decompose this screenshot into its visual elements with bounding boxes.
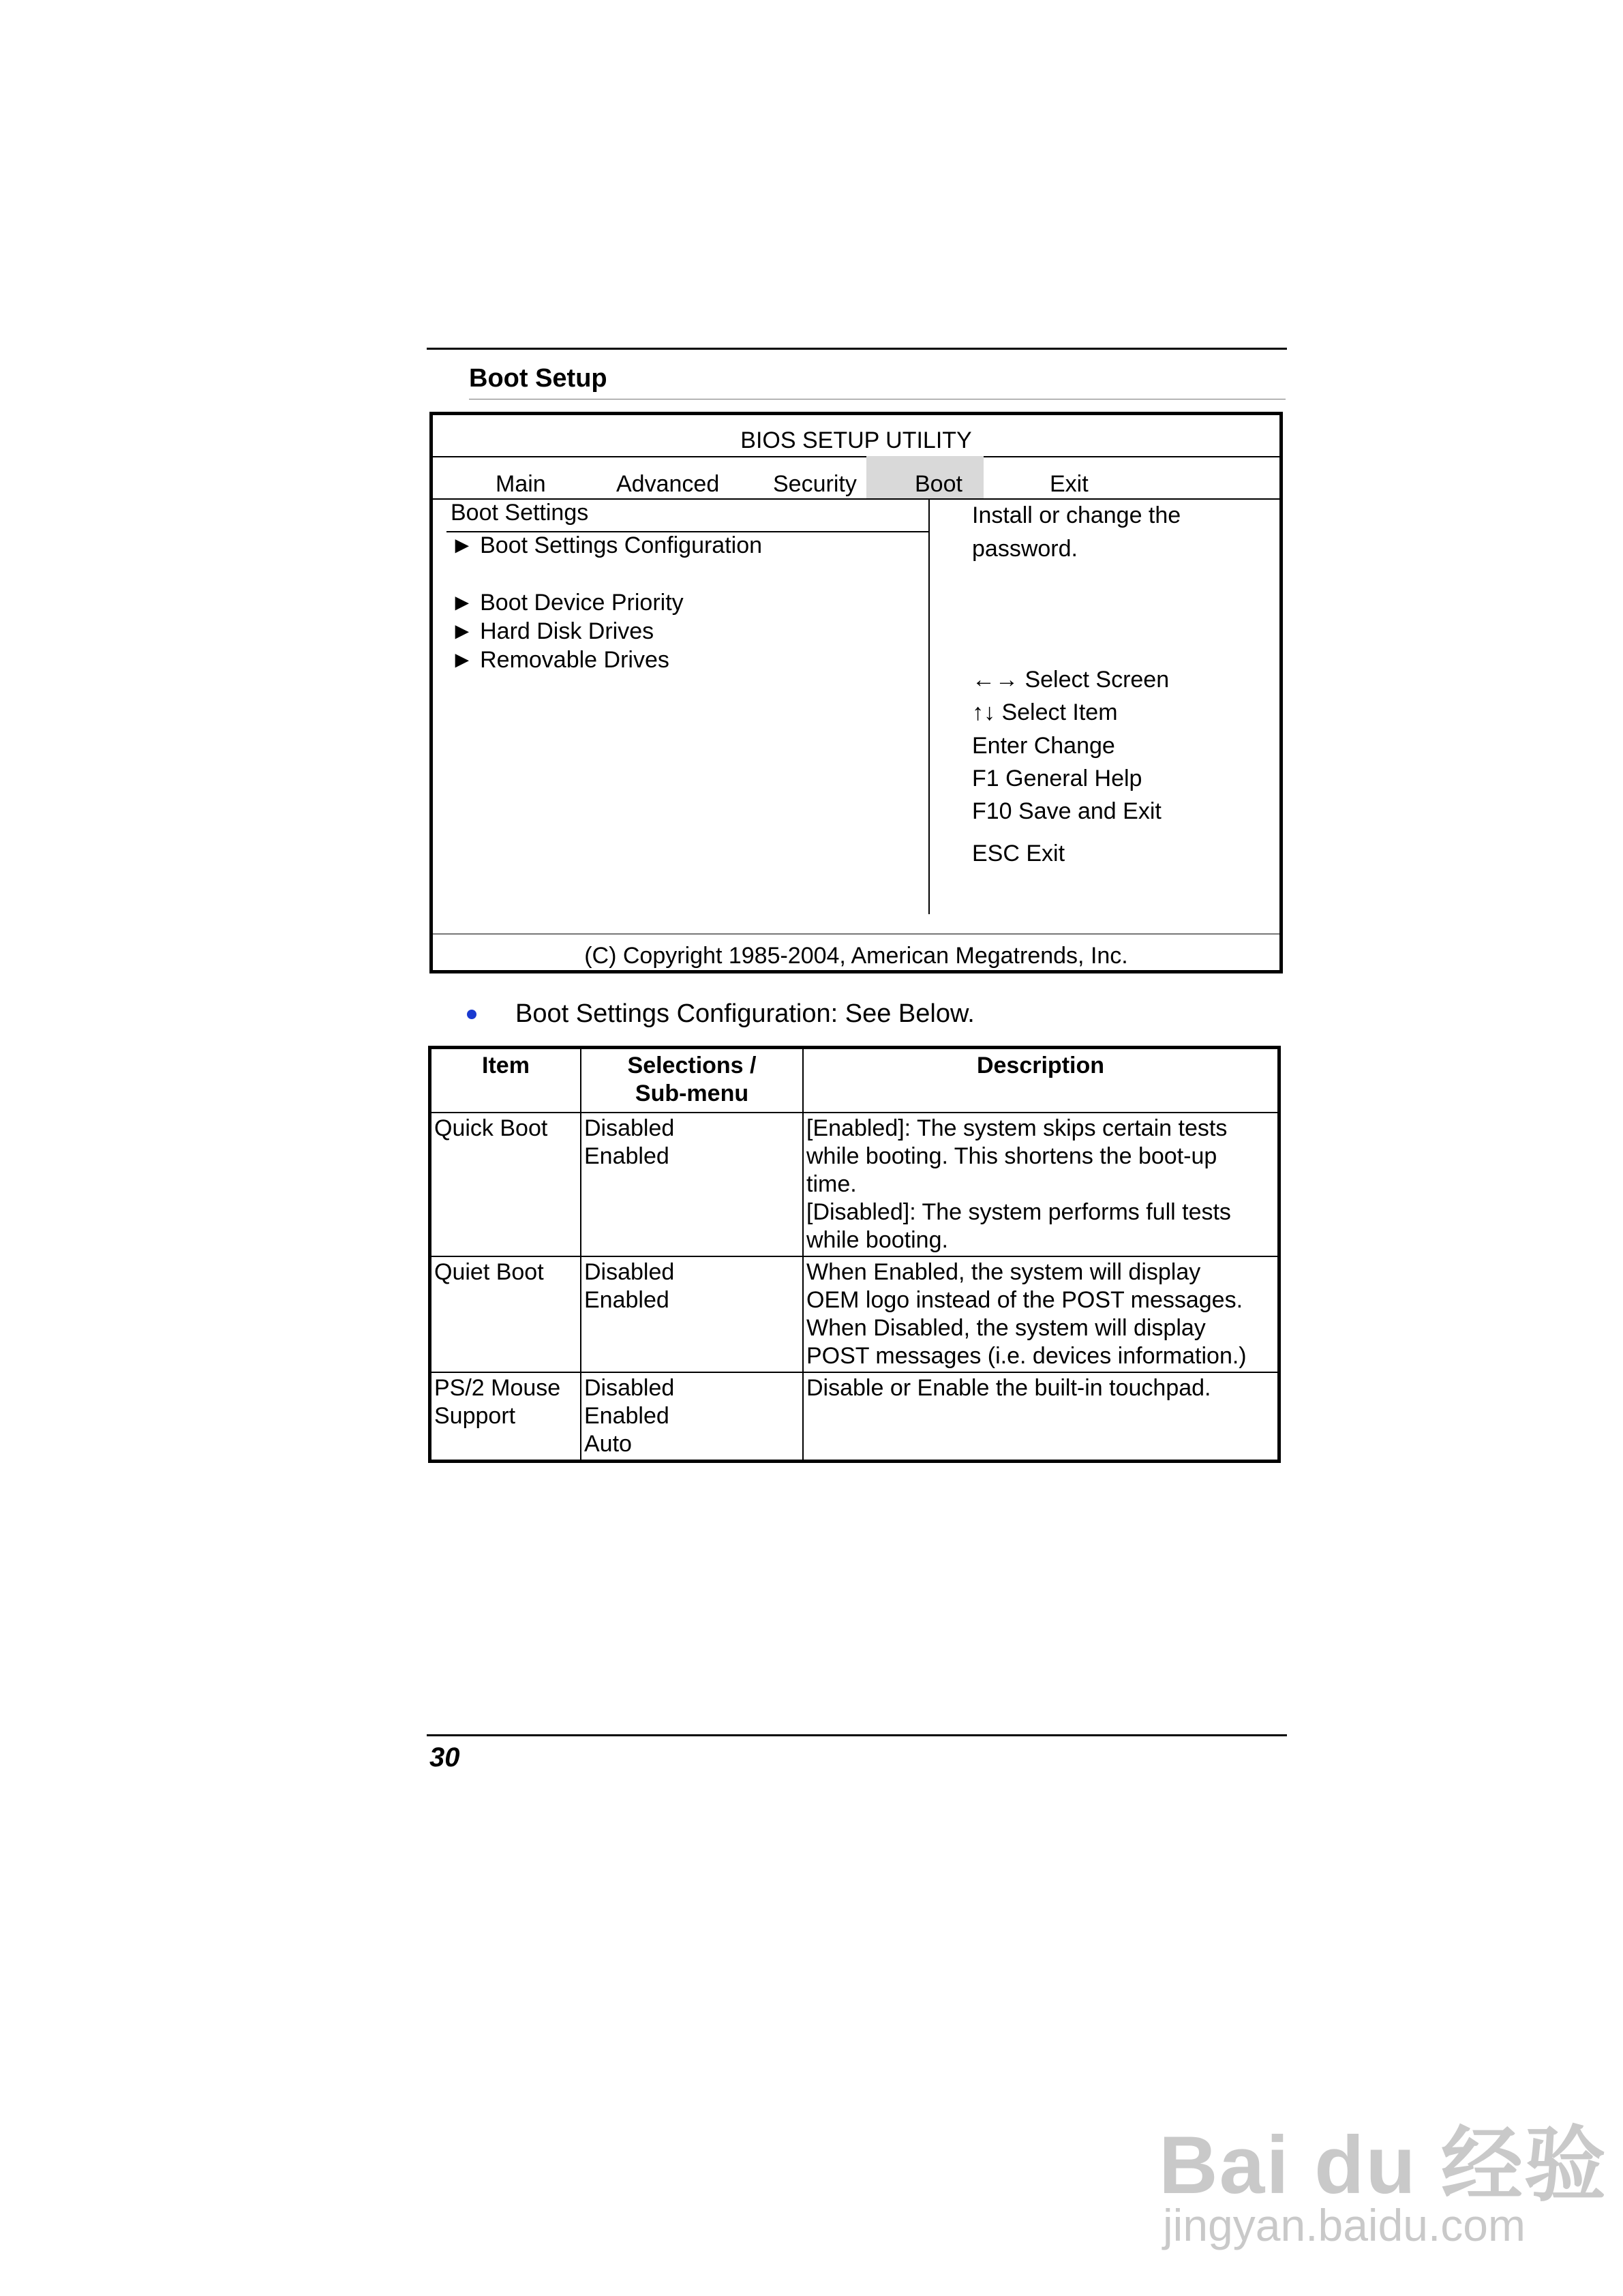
submenu-arrow-icon: ► [451,590,474,616]
header-item: Item [430,1048,581,1113]
key-hint-esc-exit: ESC Exit [972,841,1065,866]
cell-line: Quiet Boot [434,1259,544,1285]
menu-item-label: Hard Disk Drives [480,618,654,644]
cell-line: while booting. This shortens the boot-up [806,1143,1217,1169]
cell-line: POST messages (i.e. devices information.) [806,1343,1247,1369]
bios-title-divider [433,456,1279,457]
menu-item-label: Boot Device Priority [480,590,684,616]
table-row [430,1113,1279,1256]
header-selections-line-1: Selections / [627,1053,757,1078]
cell-description [803,1372,1279,1462]
cell-line: Enabled [584,1143,669,1169]
tab-security[interactable]: Security [773,471,857,497]
key-hint-select-screen: ←→ Select Screen [972,667,1170,693]
cell-line: Auto [584,1431,632,1457]
bios-screen [429,412,1283,973]
key-hint-select-item: ↑↓ Select Item [972,699,1118,725]
key-hint-save-exit: F10 Save and Exit [972,798,1162,824]
key-hint-enter-change: Enter Change [972,733,1115,759]
bios-footer-divider [433,933,1279,935]
tab-advanced[interactable]: Advanced [616,471,720,497]
tab-main[interactable]: Main [496,471,546,497]
cell-line: Disable or Enable the built-in touchpad. [806,1375,1211,1401]
cell-line: Disabled [584,1115,675,1141]
menu-item-label: Removable Drives [480,647,669,673]
header-rule [427,348,1287,350]
tab-exit[interactable]: Exit [1050,471,1089,497]
cell-line: When Disabled, the system will display [806,1315,1206,1341]
bullet-icon [467,1010,476,1019]
table-row [430,1256,1279,1372]
baidu-watermark-logo: Bai du 经验 [1159,2119,1608,2211]
cell-item [430,1113,581,1256]
cell-line: while booting. [806,1227,948,1253]
section-title: Boot Setup [469,364,607,393]
menu-item-label: Boot Settings Configuration [480,532,763,558]
submenu-arrow-icon: ► [451,647,474,673]
baidu-watermark-url: jingyan.baidu.com [1163,2200,1526,2250]
bios-copyright: (C) Copyright 1985-2004, American Megatrends, Inc. [584,943,1128,969]
cell-selections [581,1113,803,1256]
cell-line: time. [806,1171,857,1197]
cell-line: [Disabled]: The system performs full tests [806,1199,1231,1225]
footer-rule [427,1734,1287,1736]
boot-settings-heading: Boot Settings [451,500,589,526]
help-text-line-2: password. [972,536,1078,562]
cell-line: When Enabled, the system will display [806,1259,1201,1285]
table-row [430,1372,1279,1462]
cell-line: [Enabled]: The system skips certain tests [806,1115,1228,1141]
table-header-row [430,1048,1279,1113]
cell-line: OEM logo instead of the POST messages. [806,1287,1243,1313]
menu-item-removable-drives[interactable] [451,647,669,674]
menu-item-boot-device-priority[interactable] [451,590,684,616]
cell-item [430,1256,581,1372]
key-hint-general-help: F1 General Help [972,766,1142,791]
cell-description [803,1113,1279,1256]
cell-item [430,1372,581,1462]
cell-line: Quick Boot [434,1115,548,1141]
bullet-text: Boot Settings Configuration: See Below. [515,999,975,1028]
cell-line: Support [434,1403,516,1429]
cell-description [803,1256,1279,1372]
boot-settings-table [428,1046,1281,1463]
submenu-arrow-icon: ► [451,618,474,644]
page-number: 30 [429,1742,460,1772]
cell-line: Disabled [584,1375,675,1401]
cell-selections [581,1256,803,1372]
tab-boot[interactable]: Boot [915,471,962,497]
cell-line: PS/2 Mouse [434,1375,561,1401]
cell-selections [581,1372,803,1462]
header-selections [581,1048,803,1113]
cell-line: Disabled [584,1259,675,1285]
submenu-arrow-icon: ► [451,532,474,558]
cell-line: Enabled [584,1287,669,1313]
bios-title: BIOS SETUP UTILITY [740,427,972,453]
menu-item-hard-disk-drives[interactable] [451,618,654,645]
header-selections-line-2: Sub-menu [635,1081,749,1106]
menu-item-boot-settings-configuration[interactable] [451,532,762,559]
cell-line: Enabled [584,1403,669,1429]
bios-column-divider [928,500,930,914]
header-description: Description [803,1048,1279,1113]
help-text-line-1: Install or change the [972,502,1181,528]
